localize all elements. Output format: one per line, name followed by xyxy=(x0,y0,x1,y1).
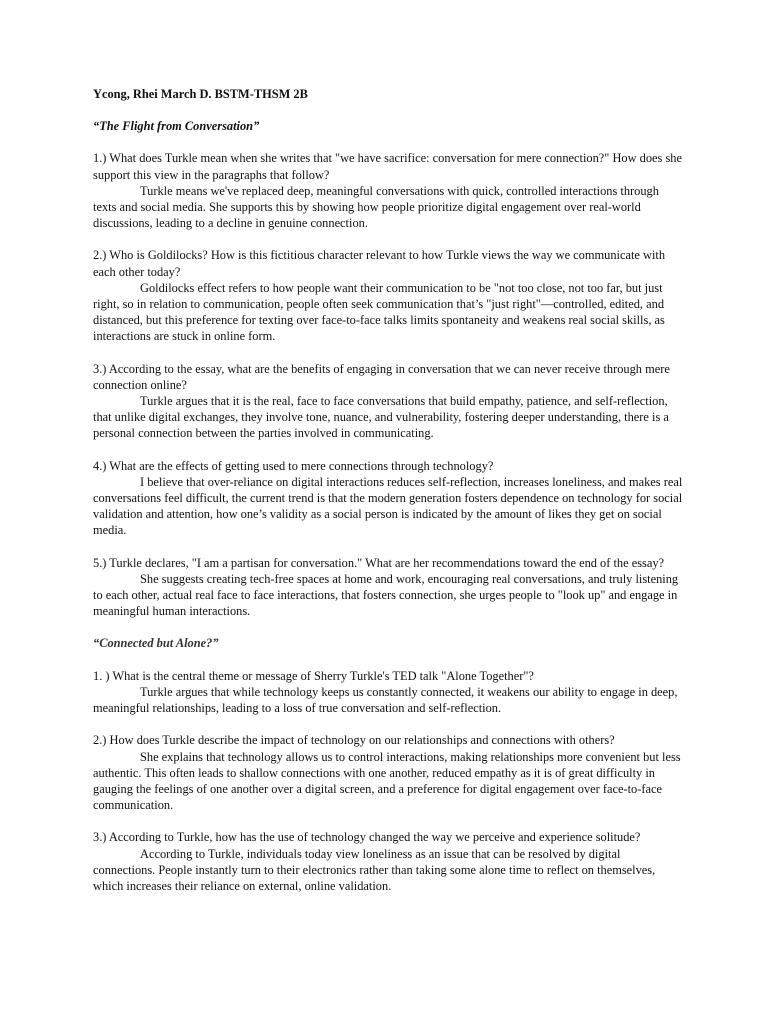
qa-item xyxy=(93,732,683,813)
qa-item xyxy=(93,829,683,894)
author-line: Ycong, Rhei March D. BSTM-THSM 2B xyxy=(93,87,308,101)
question-text: 2.) How does Turkle describe the impact of technology on our relationships and connections with others? xyxy=(93,733,615,748)
answer-text: She explains that technology allows us to control interactions, making relationships more convenient but less authentic. This often leads to shallow connections with one another, reduced empathy as it is of great difficulty in gauging the feelings of one another over a digital screen, and a preference for digital engagement over face-to-face communication. xyxy=(93,749,681,813)
answer-text: Turkle means we've replaced deep, meaningful conversations with quick, controlled interactions through texts and social media. She supports this by showing how people prioritize digital engagement over real-world discussions, leading to a decline in genuine connection. xyxy=(93,183,659,231)
question-text: 3.) According to the essay, what are the benefits of engaging in conversation that we can never receive through mere connection online? xyxy=(93,361,670,392)
question-text: 5.) Turkle declares, "I am a partisan for conversation." What are her recommendations toward the end of the essay? xyxy=(93,555,665,570)
qa-item xyxy=(93,361,683,442)
answer-text: Turkle argues that while technology keeps us constantly connected, it weakens our ability to engage in deep, meaningful relationships, leading to a loss of true conversation and self-reflection. xyxy=(93,684,678,716)
question-text: 4.) What are the effects of getting used to mere connections through technology? xyxy=(93,458,494,473)
answer-text: According to Turkle, individuals today view loneliness as an issue that can be resolved by digital connections. People instantly turn to their electronics rather than taking some alone time to reflect on themselves, which increases their reliance on external, online validation. xyxy=(93,846,656,893)
section-title-flight-from-conversation: “The Flight from Conversation” xyxy=(93,119,260,134)
answer-text: Goldilocks effect refers to how people want their communication to be "not too close, not too far, but just right, so in relation to communication, people often seek communication that’s "just right"—controlled, edited, and distanced, but this preference for texting over face-to-face talks limits spontaneity and weakens real social skills, as interactions are stuck in online form. xyxy=(93,280,665,344)
question-text: 2.) Who is Goldilocks? How is this fictitious character relevant to how Turkle views the way we communicate with each other today? xyxy=(93,248,666,279)
section-title-connected-but-alone: “Connected but Alone?” xyxy=(93,636,219,651)
qa-item xyxy=(93,555,683,620)
answer-text: Turkle argues that it is the real, face to face conversations that build empathy, patience, and self-reflection, that unlike digital exchanges, they involve tone, nuance, and vulnerability, fostering deeper understanding, there is a personal connection between the parties involved in communicating. xyxy=(93,394,669,441)
qa-item xyxy=(93,668,683,717)
question-text: 1.) What does Turkle mean when she writes that "we have sacrifice: conversation for mere connection?" How does she support this view in the paragraphs that follow? xyxy=(93,151,682,182)
qa-item xyxy=(93,150,683,231)
answer-text: She suggests creating tech-free spaces at home and work, encouraging real conversations, and truly listening to each other, actual real face to face interactions, that fosters connection, she urges people to "look up" and engage in meaningful human interactions. xyxy=(93,571,679,619)
question-text: 1. ) What is the central theme or message of Sherry Turkle's TED talk "Alone Together"? xyxy=(93,668,534,683)
answer-text: I believe that over-reliance on digital interactions reduces self-reflection, increases loneliness, and makes real conversations feel difficult, the current trend is that the modern generation fosters dependence on technology for social validation and attention, how one’s validity as a social person is indicated by the amount of likes they get on social media. xyxy=(93,474,683,538)
document-body xyxy=(93,86,683,910)
qa-item xyxy=(93,458,683,539)
question-text: 3.) According to Turkle, how has the use of technology changed the way we perceive and experience solitude? xyxy=(93,830,641,845)
qa-item xyxy=(93,247,683,344)
